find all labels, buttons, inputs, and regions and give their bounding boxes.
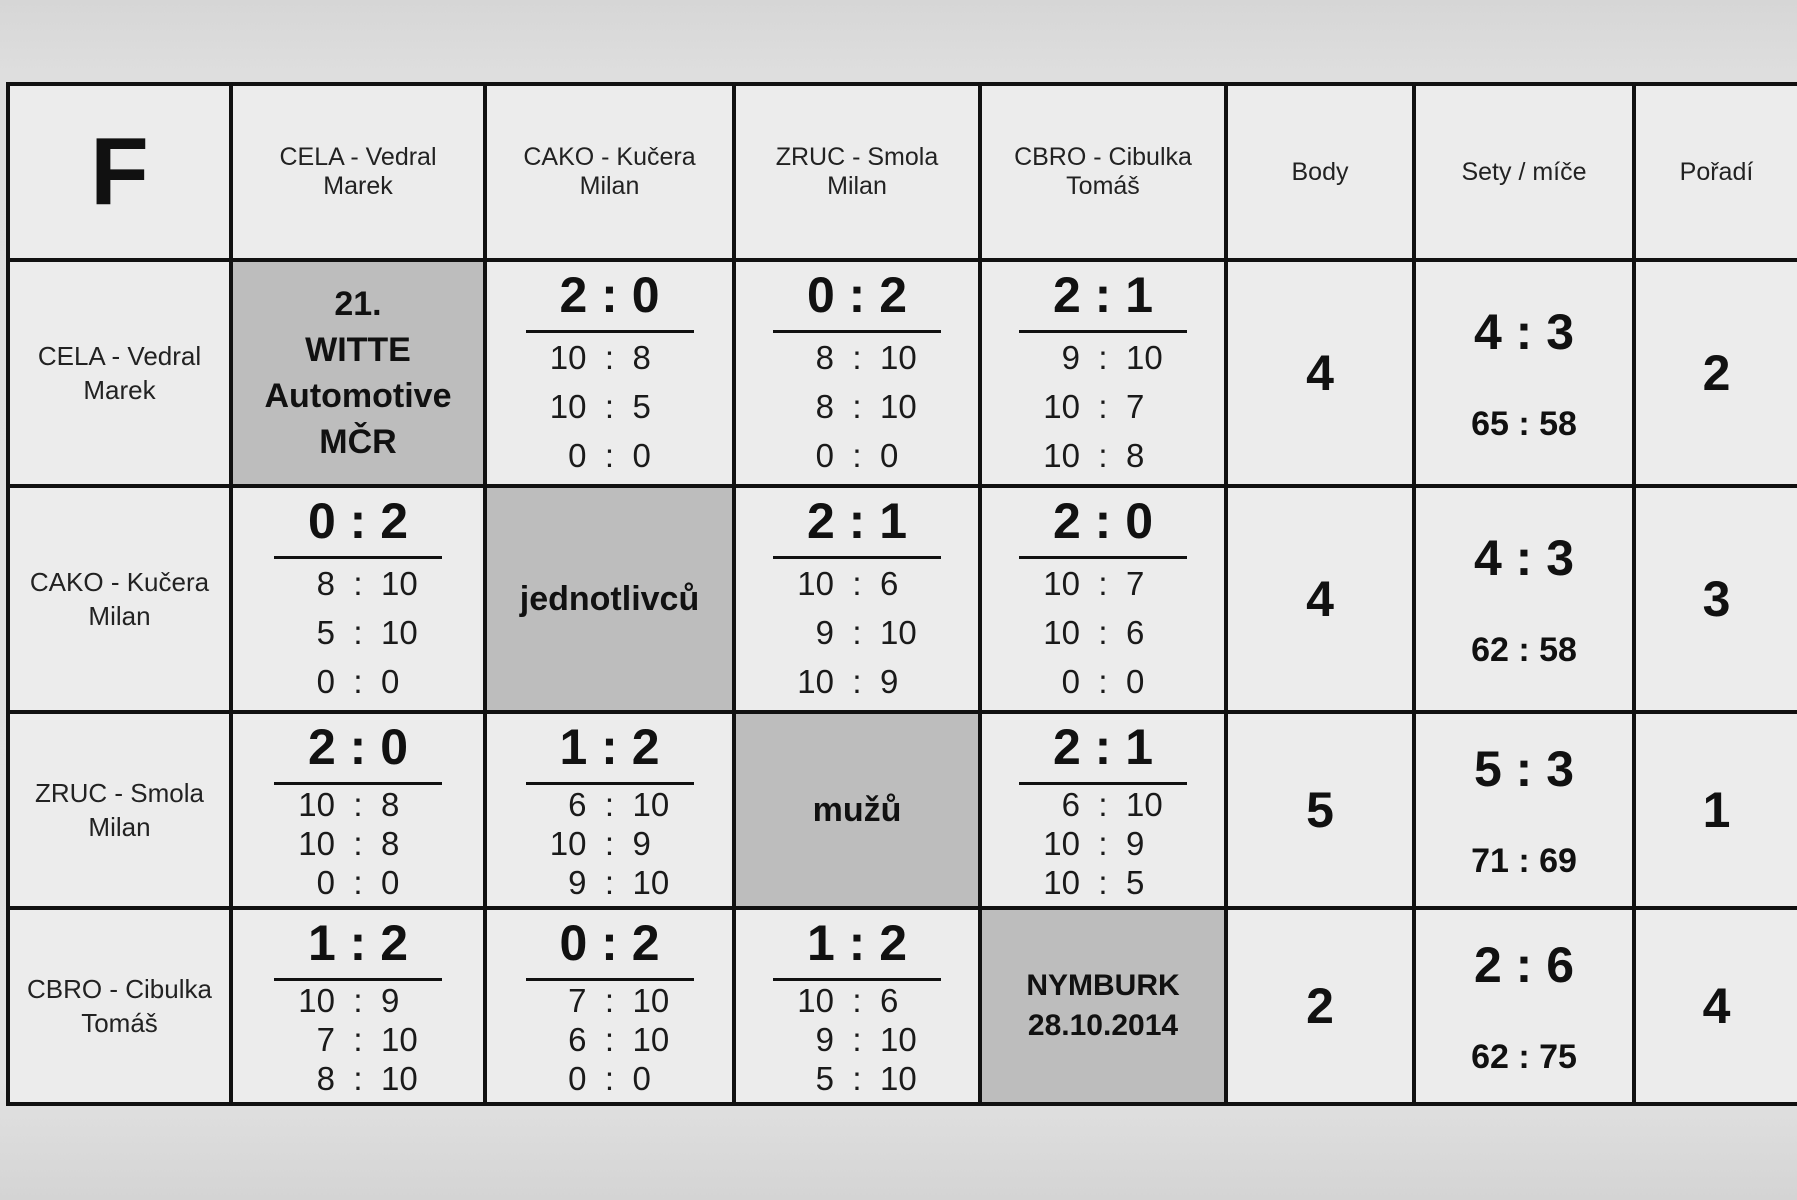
row-player-name: ZRUC - Smola Milan [8,712,231,908]
sets-balls-cell: 4 : 3 62 : 58 [1414,486,1634,712]
match-cell [485,712,734,908]
poradi-cell: 2 [1634,260,1797,486]
match-cell [980,260,1226,486]
body-cell: 5 [1226,712,1414,908]
match-sets: 10 : 8 10 : 8 0 : 0 [298,786,400,901]
poradi-cell: 3 [1634,486,1797,712]
match-cell [980,486,1226,712]
poradi-cell: 4 [1634,908,1797,1104]
match-cell [485,260,734,486]
match-cell [980,712,1226,908]
match-cell [231,908,485,1104]
group-letter: F [8,84,231,260]
results-sheet [6,82,1797,1098]
header-player-2: CAKO - Kučera Milan [485,84,734,260]
diagonal-title-cell: 21. WITTE Automotive MČR [231,260,485,486]
match-score: 0 : 2 [526,914,694,981]
match-sets: 7 : 10 6 : 10 0 : 0 [568,982,670,1097]
match-cell [734,908,980,1104]
header-sety: Sety / míče [1414,84,1634,260]
sets-balls-cell: 2 : 6 62 : 75 [1414,908,1634,1104]
match-cell [734,260,980,486]
match-cell [231,712,485,908]
table-row [8,712,1797,908]
match-sets: 9 : 10 10 : 7 10 : 8 [1043,339,1163,474]
header-body: Body [1226,84,1414,260]
table-row [8,486,1797,712]
match-sets: 10 : 8 10 : 5 0 : 0 [549,339,651,474]
match-sets: 6 : 10 10 : 9 9 : 10 [549,786,670,901]
body-cell: 2 [1226,908,1414,1104]
round-robin-table [6,82,1797,1106]
header-player-3: ZRUC - Smola Milan [734,84,980,260]
match-sets: 6 : 10 10 : 9 10 : 5 [1043,786,1163,901]
header-poradi: Pořadí [1634,84,1797,260]
match-score: 2 : 1 [773,492,941,559]
body-cell: 4 [1226,260,1414,486]
header-player-1: CELA - Vedral Marek [231,84,485,260]
match-sets: 10 : 7 10 : 6 0 : 0 [1043,565,1145,700]
header-row [8,84,1797,260]
match-score: 2 : 1 [1019,718,1187,785]
row-player-name: CELA - Vedral Marek [8,260,231,486]
match-score: 1 : 2 [526,718,694,785]
match-cell [485,908,734,1104]
match-score: 0 : 2 [274,492,442,559]
match-sets: 10 : 6 9 : 10 10 : 9 [797,565,917,700]
table-row [8,260,1797,486]
diagonal-title-cell: jednotlivců [485,486,734,712]
header-player-4: CBRO - Cibulka Tomáš [980,84,1226,260]
row-player-name: CAKO - Kučera Milan [8,486,231,712]
match-score: 2 : 0 [1019,492,1187,559]
match-cell [734,486,980,712]
match-score: 1 : 2 [274,914,442,981]
body-cell: 4 [1226,486,1414,712]
match-sets: 8 : 10 8 : 10 0 : 0 [815,339,917,474]
match-sets: 8 : 10 5 : 10 0 : 0 [316,565,418,700]
match-score: 0 : 2 [773,266,941,333]
match-score: 2 : 0 [274,718,442,785]
match-cell [231,486,485,712]
sets-balls-cell: 5 : 3 71 : 69 [1414,712,1634,908]
match-score: 1 : 2 [773,914,941,981]
row-player-name: CBRO - Cibulka Tomáš [8,908,231,1104]
diagonal-title-cell: NYMBURK 28.10.2014 [980,908,1226,1104]
match-sets: 10 : 9 7 : 10 8 : 10 [298,982,418,1097]
match-score: 2 : 0 [526,266,694,333]
poradi-cell: 1 [1634,712,1797,908]
match-score: 2 : 1 [1019,266,1187,333]
match-sets: 10 : 6 9 : 10 5 : 10 [797,982,917,1097]
sets-balls-cell: 4 : 3 65 : 58 [1414,260,1634,486]
table-row [8,908,1797,1104]
diagonal-title-cell: mužů [734,712,980,908]
